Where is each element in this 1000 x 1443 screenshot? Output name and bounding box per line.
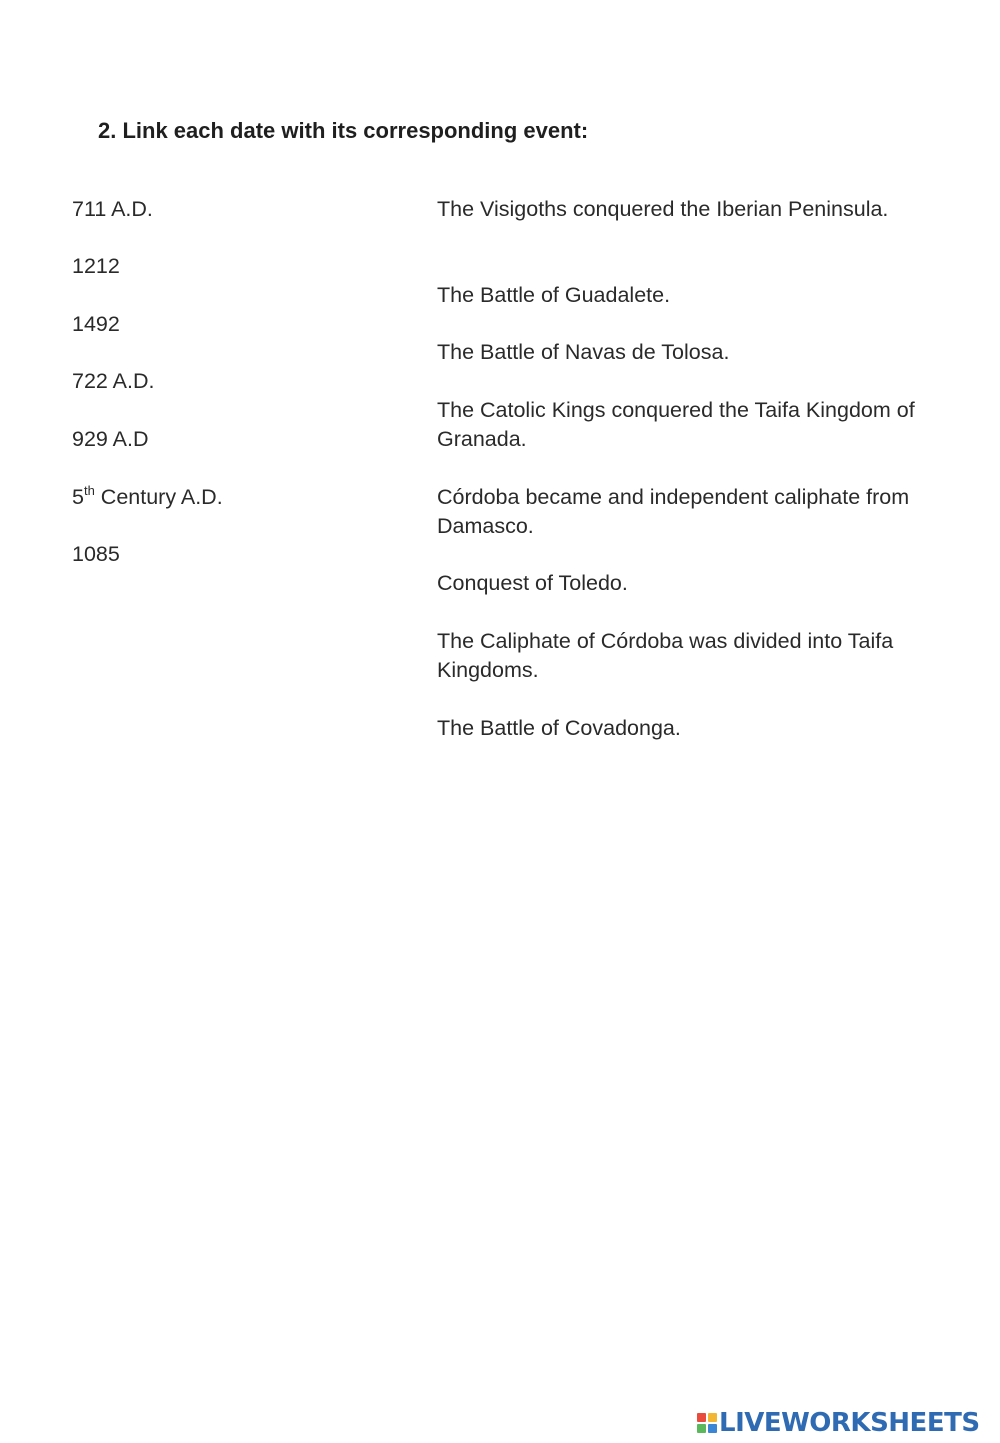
event-item: Córdoba became and independent caliphate from Damasco. <box>437 485 910 538</box>
date-suffix: Century A.D. <box>94 485 223 509</box>
event-item: The Visigoths conquered the Iberian Peninsula. <box>437 197 889 221</box>
event-item: The Caliphate of Córdoba was divided into Taifa Kingdoms. <box>437 629 894 682</box>
event-item: The Battle of Covadonga. <box>437 716 681 740</box>
logo-block <box>708 1424 717 1433</box>
event-item: The Battle of Navas de Tolosa. <box>437 340 730 364</box>
event-item: Conquest of Toledo. <box>437 571 628 595</box>
date-item: 711 A.D. <box>72 197 153 221</box>
ordinal-superscript: th <box>83 483 95 498</box>
event-item: The Catolic Kings conquered the Taifa Kingdom of Granada. <box>437 398 915 451</box>
date-item <box>72 483 223 512</box>
logo-block <box>708 1413 717 1422</box>
date-item: 1085 <box>72 542 120 566</box>
logo-block <box>697 1424 706 1433</box>
logo-blocks-icon <box>697 1413 717 1433</box>
date-item: 1492 <box>72 312 120 336</box>
date-item: 722 A.D. <box>72 369 155 393</box>
date-item: 929 A.D <box>72 427 149 451</box>
logo-text: LIVEWORKSHEETS <box>719 1408 980 1438</box>
logo-block <box>697 1413 706 1422</box>
event-item: The Battle of Guadalete. <box>437 283 671 307</box>
date-number: 5 <box>72 485 84 509</box>
exercise-heading: 2. Link each date with its corresponding event: <box>98 118 589 143</box>
date-item: 1212 <box>72 254 120 278</box>
liveworksheets-logo <box>697 1409 980 1437</box>
